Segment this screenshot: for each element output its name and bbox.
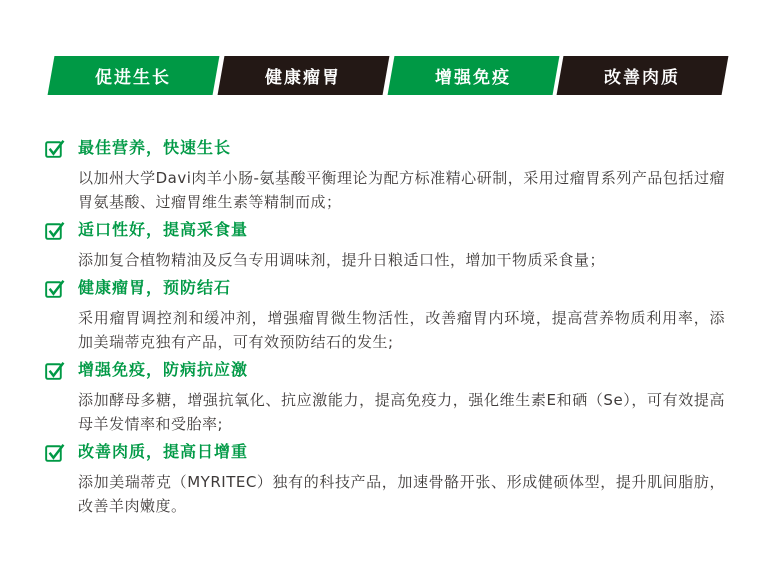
section-title: 最佳营养，快速生长 bbox=[78, 138, 232, 157]
tab-promote-growth[interactable] bbox=[48, 56, 220, 95]
checkbox-check-icon bbox=[45, 360, 65, 380]
tab-healthy-rumen[interactable] bbox=[217, 56, 389, 95]
tab-label: 促进生长 bbox=[95, 68, 172, 88]
section-head bbox=[45, 278, 725, 298]
section-title: 适口性好，提高采食量 bbox=[78, 220, 249, 239]
tab-improve-meat-quality[interactable] bbox=[557, 56, 729, 95]
checkbox-check-icon bbox=[45, 278, 65, 298]
checkbox-check-icon bbox=[45, 220, 65, 240]
section-body-text: 添加美瑞蒂克（MYRITEC）独有的科技产品，加速骨骼开张、形成健硕体型，提升肌间脂肪，改善羊肉嫩度。 bbox=[78, 473, 725, 515]
tab-boost-immunity[interactable] bbox=[387, 56, 559, 95]
feature-section-rumen-health bbox=[45, 278, 725, 354]
section-body-text: 添加复合植物精油及反刍专用调味剂，提升日粮适口性，增加干物质采食量； bbox=[78, 251, 606, 269]
feature-tab-banner bbox=[51, 56, 725, 95]
feature-list bbox=[45, 138, 725, 524]
tab-label: 健康瘤胃 bbox=[265, 68, 342, 88]
section-body-text: 添加酵母多糖，增强抗氧化、抗应激能力，提高免疫力，强化维生素E和硒（Se），可有效提高母羊发情率和受胎率; bbox=[78, 391, 725, 433]
section-head bbox=[45, 360, 725, 380]
section-body-text: 采用瘤胃调控剂和缓冲剂，增强瘤胃微生物活性，改善瘤胃内环境，提高营养物质利用率，添加美瑞蒂克独有产品，可有效预防结石的发生; bbox=[78, 309, 725, 351]
feature-section-palatability bbox=[45, 220, 725, 272]
feature-section-nutrition bbox=[45, 138, 725, 214]
checkbox-check-icon bbox=[45, 138, 65, 158]
tab-label: 增强免疫 bbox=[434, 68, 511, 88]
section-title: 健康瘤胃，预防结石 bbox=[78, 278, 232, 297]
section-head bbox=[45, 442, 725, 462]
section-head bbox=[45, 138, 725, 158]
feature-section-meat-quality bbox=[45, 442, 725, 518]
section-title: 改善肉质，提高日增重 bbox=[78, 442, 249, 461]
section-title: 增强免疫，防病抗应激 bbox=[78, 360, 249, 379]
section-head bbox=[45, 220, 725, 240]
checkbox-check-icon bbox=[45, 442, 65, 462]
tab-label: 改善肉质 bbox=[604, 68, 681, 88]
feature-section-immunity bbox=[45, 360, 725, 436]
section-body-text: 以加州大学Davi肉羊小肠-氨基酸平衡理论为配方标准精心研制，采用过瘤胃系列产品包括过瘤胃氨基酸、过瘤胃维生素等精制而成； bbox=[78, 169, 725, 211]
